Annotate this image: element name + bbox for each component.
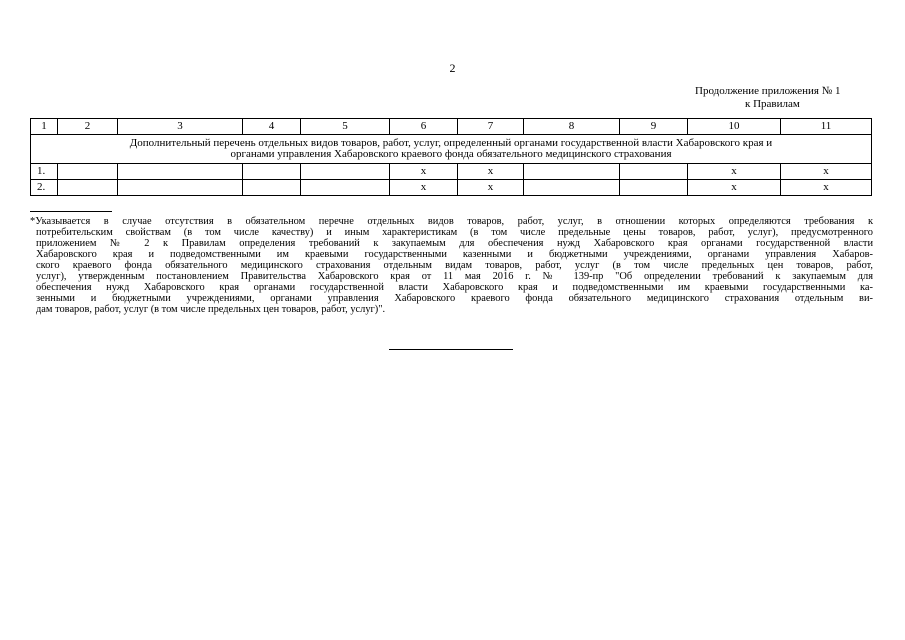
header-cell: 1 [31, 119, 58, 135]
table-cell: x [781, 180, 872, 196]
footnote-line: приложением № 2 к Правилам определения требований к закупаемым для обеспечения нужд Хабаровского края органами государственной власти [36, 238, 873, 249]
table-cell: x [688, 164, 781, 180]
table-cell: x [458, 164, 524, 180]
table-cell: x [458, 180, 524, 196]
table-row [31, 180, 872, 196]
footnote-line: ского краевого фонда обязательного медицинского страхования отдельным видам товаров, работ, услуг (в том числе предельных цен товаров, работ, [36, 260, 873, 271]
end-separator [389, 349, 513, 350]
table-cell [524, 180, 620, 196]
table-cell [243, 180, 301, 196]
table-cell: 2. [31, 180, 58, 196]
requirements-table [30, 118, 872, 196]
table-cell: 1. [31, 164, 58, 180]
header-cell: 6 [390, 119, 458, 135]
table-cell [301, 180, 390, 196]
table-cell [58, 164, 118, 180]
table-cell: x [390, 164, 458, 180]
table-row [31, 164, 872, 180]
footnote-line: Хабаровского края и подведомственными им краевыми государственными казенными и бюджетными учреждениями, органами управления Хабаров- [36, 249, 873, 260]
section-title [31, 135, 872, 164]
footnote-line: дам товаров, работ, услуг (в том числе предельных цен товаров, работ, услуг)". [36, 304, 386, 315]
appendix-line-1: Продолжение приложения № 1 [695, 85, 841, 97]
header-cell: 8 [524, 119, 620, 135]
section-title-line-2: органами управления Хабаровского краевого фонда обязательного медицинского страхования [230, 148, 672, 160]
footnote-line: потребительским свойствам (в том числе качеству) и иным характеристикам (в том числе предельные цены товаров, работ, услуг), предусмотренного [36, 227, 873, 238]
table-cell: x [781, 164, 872, 180]
appendix-line-2: к Правилам [745, 98, 800, 110]
table-cell [301, 164, 390, 180]
table-header-row [31, 119, 872, 135]
footnote-line: *Указывается в случае отсутствия в обязательном перечне отдельных видов товаров, работ, услуг, в отношении которых определяются требования к [30, 216, 873, 227]
table-cell [118, 164, 243, 180]
table-cell [524, 164, 620, 180]
table-cell: x [688, 180, 781, 196]
footnote [30, 216, 873, 315]
header-cell: 3 [118, 119, 243, 135]
table-cell [118, 180, 243, 196]
header-cell: 9 [620, 119, 688, 135]
table-cell [243, 164, 301, 180]
section-title-row [31, 135, 872, 164]
header-cell: 2 [58, 119, 118, 135]
section-title-line-1: Дополнительный перечень отдельных видов товаров, работ, услуг, определенный органами государственной власти Хабаровского края и [129, 137, 773, 149]
header-cell: 11 [781, 119, 872, 135]
footnote-line: обеспечения нужд Хабаровского края органами государственной власти Хабаровского края и подведомственными им краевыми государственными ка- [36, 282, 873, 293]
table-cell [620, 180, 688, 196]
footnote-line: услуг), утвержденным постановлением Правительства Хабаровского края от 11 мая 2016 г. № 139-пр "Об определении требований к закупаемым для [36, 271, 873, 282]
table-cell: x [390, 180, 458, 196]
page-number: 2 [449, 61, 456, 75]
footnote-line: зенными и бюджетными учреждениями, органами управления Хабаровского краевого фонда обязательного медицинского страхования отдельным ви- [36, 293, 873, 304]
table-cell [620, 164, 688, 180]
table-cell [58, 180, 118, 196]
header-cell: 4 [243, 119, 301, 135]
header-cell: 10 [688, 119, 781, 135]
footnote-separator [30, 211, 112, 212]
header-cell: 5 [301, 119, 390, 135]
header-cell: 7 [458, 119, 524, 135]
